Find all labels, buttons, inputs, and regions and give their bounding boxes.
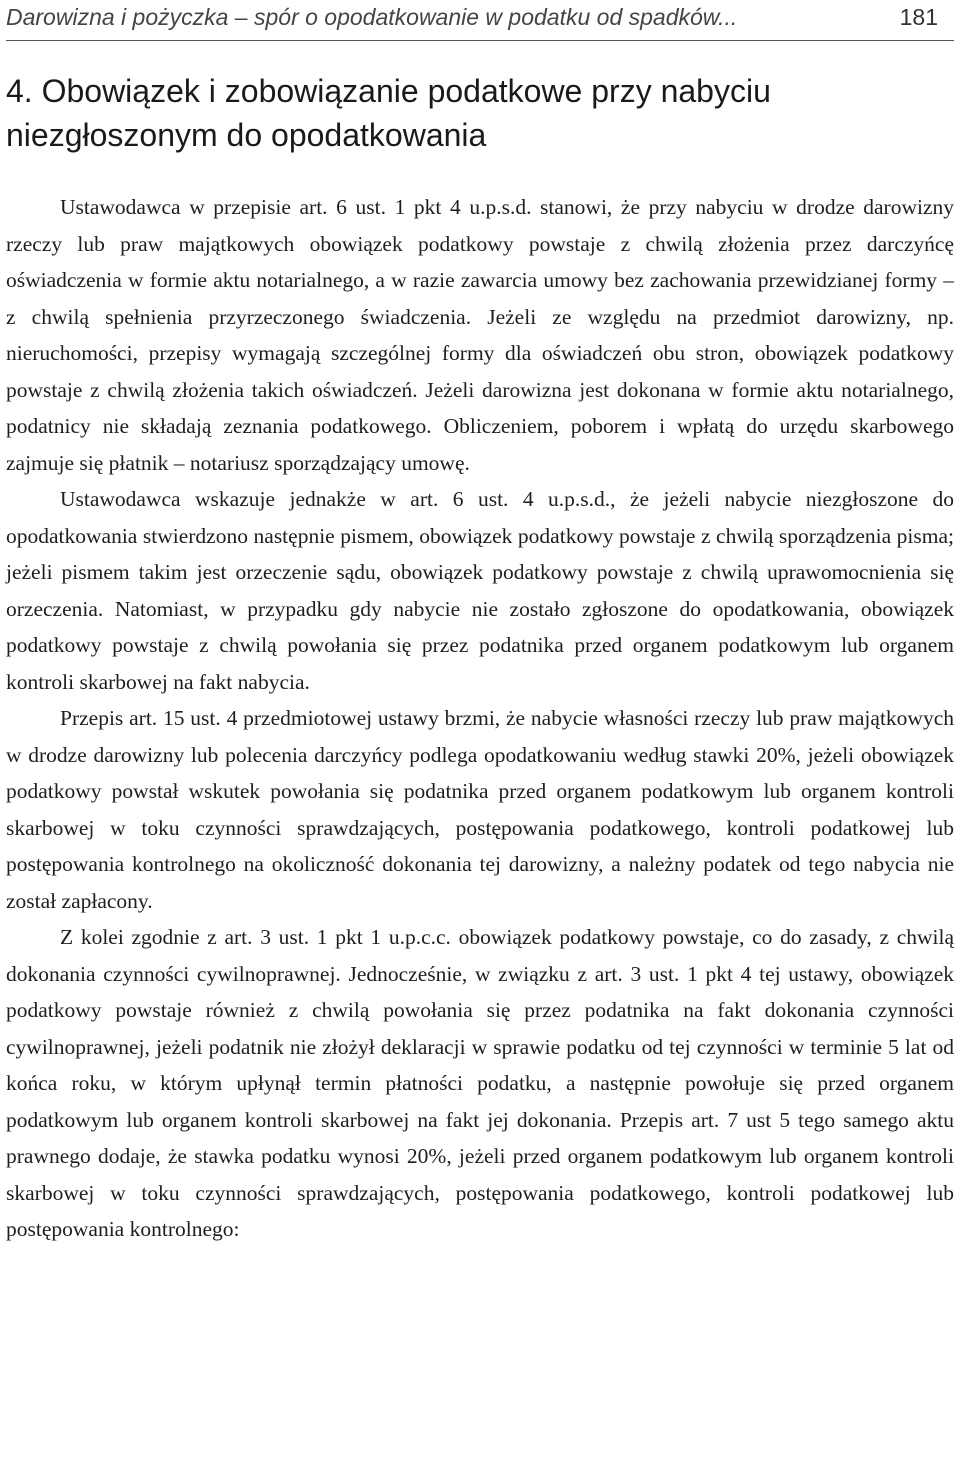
- section-heading: 4. Obowiązek i zobowiązanie podatkowe przy nabyciu niezgłoszonym do opodatkowania: [6, 73, 771, 153]
- running-title: Darowizna i pożyczka – spór o opodatkowanie w podatku od spadków...: [6, 4, 738, 30]
- running-header: [6, 0, 954, 41]
- document-page: [6, 0, 954, 1248]
- paragraph-3: Przepis art. 15 ust. 4 przedmiotowej ustawy brzmi, że nabycie własności rzeczy lub praw majątkowych w drodze darowizny lub polecenia darczyńcy podlega opodatkowaniu według stawki 20%, jeżeli obowiązek podatkowy powstał wskutek powołania się podatnika przed organem podatkowym lub organem kontroli skarbowej w toku czynności sprawdzających, postępowania podatkowego, kontroli podatkowej lub postępowania kontrolnego na okoliczność dokonania tej darowizny, a należny podatek od tego nabycia nie został zapłacony.: [6, 706, 954, 913]
- paragraph-1: Ustawodawca w przepisie art. 6 ust. 1 pkt 4 u.p.s.d. stanowi, że przy nabyciu w drodze darowizny rzeczy lub praw majątkowych obowiązek podatkowy powstaje z chwilą złożenia przez darczyńcę oświadczenia w formie aktu notarialnego, a w razie zawarcia umowy bez zachowania przewidzianej formy – z chwilą spełnienia przyrzeczonego świadczenia. Jeżeli ze względu na przedmiot darowizny, np. nieruchomości, przepisy wymagają szczególnej formy dla oświadczeń obu stron, obowiązek podatkowy powstaje z chwilą złożenia takich oświadczeń. Jeżeli darowizna jest dokonana w formie aktu notarialnego, podatnicy nie składają zeznania podatkowego. Obliczeniem, poborem i wpłatą do urzędu skarbowego zajmuje się płatnik – notariusz sporządzający umowę.: [6, 195, 954, 475]
- body-text: [6, 189, 954, 1248]
- page-number: 181: [899, 4, 938, 30]
- paragraph-2: Ustawodawca wskazuje jednakże w art. 6 ust. 4 u.p.s.d., że jeżeli nabycie niezgłoszone do opodatkowania stwierdzono następnie pismem, obowiązek podatkowy powstaje z chwilą sporządzenia pisma; jeżeli pismem takim jest orzeczenie sądu, obowiązek podatkowy powstaje z chwilą uprawomocnienia się orzeczenia. Natomiast, w przypadku gdy nabycie nie zostało zgłoszone do opodatkowania, obowiązek podatkowy powstaje z chwilą powołania się przez podatnika przed organem podatkowym lub organem kontroli skarbowej na fakt nabycia.: [6, 487, 954, 694]
- paragraph-4: Z kolei zgodnie z art. 3 ust. 1 pkt 1 u.p.c.c. obowiązek podatkowy powstaje, co do zasady, z chwilą dokonania czynności cywilnoprawnej. Jednocześnie, w związku z art. 3 ust. 1 pkt 4 tej ustawy, obowiązek podatkowy powstaje również z chwilą powołania się przez podatnika na fakt dokonania czynności cywilnoprawnej, jeżeli podatnik nie złożył deklaracji w sprawie podatku od tej czynności w terminie 5 lat od końca roku, w którym upłynął termin płatności podatku, a następnie powołuje się przed organem podatkowym lub organem kontroli skarbowej na fakt jej dokonania. Przepis art. 7 ust 5 tego samego aktu prawnego dodaje, że stawka podatku wynosi 20%, jeżeli przed organem podatkowym lub organem kontroli skarbowej w toku czynności sprawdzających, postępowania podatkowego, kontroli podatkowej lub postępowania kontrolnego:: [6, 925, 954, 1241]
